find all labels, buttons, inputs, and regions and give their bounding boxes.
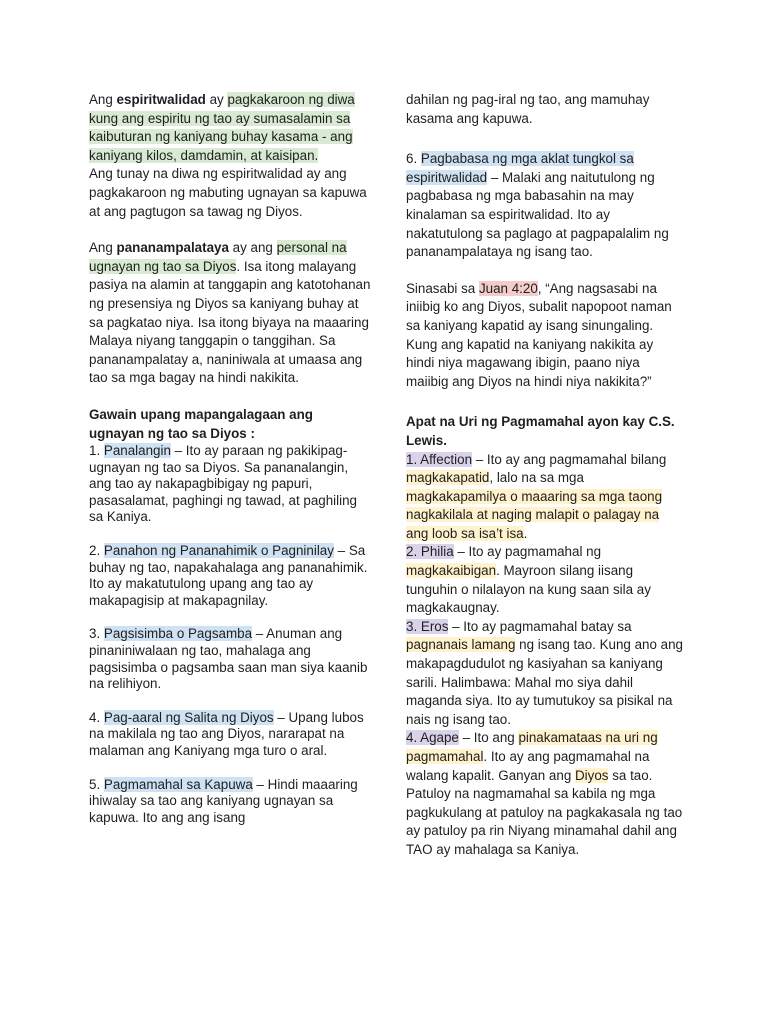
- item-number: 3.: [89, 626, 104, 642]
- text-highlight: pagnanais lamang: [406, 637, 516, 653]
- list-item-3: [89, 626, 371, 692]
- love-affection: [406, 451, 684, 544]
- love-label-highlight: 1. Affection: [406, 451, 473, 467]
- text-run: ng isang tao. Kung ano ang makapagdudulot ng kasiyahan sa kaniyang sarili. Halimbawa: Mahal mo siya dahil maganda siya. Ito ay tumutukoy sa pisikal na nais ng isang tao.: [406, 637, 683, 727]
- text-run: Ang: [89, 92, 117, 107]
- item-number: 4.: [89, 709, 104, 725]
- list-item-1: [89, 443, 371, 526]
- item-term-highlight: Pagsisimba o Pagsamba: [103, 626, 253, 642]
- item-term-highlight: Pag-aaral ng Salita ng Diyos: [103, 709, 274, 725]
- text-run: . Ito ay ang pagmamahal na walang kapalit. Ganyan ang: [406, 749, 650, 783]
- love-agape: [406, 729, 684, 859]
- definition-highlight: pagkakaroon ng diwa kung ang espiritu ng tao ay sumasalamin sa kaibuturan ng kaniyang buhay kasama - ang kaniyang kilos, damdamin, at kaisipan.: [89, 92, 355, 163]
- continuation-paragraph: dahilan ng pag-iral ng tao, ang mamuhay kasama ang kapuwa.: [406, 92, 650, 126]
- text-run: , lalo na sa mga: [489, 470, 584, 486]
- term-espiritwalidad: espiritwalidad: [116, 92, 206, 107]
- gawain-heading: [89, 406, 371, 443]
- item-description: – Anuman ang pinaniniwalaan ng tao, mahalaga ang pagsisimba o pagsamba saan man siya kaanib na relihiyon.: [89, 626, 368, 692]
- text-run: Ang: [89, 240, 117, 256]
- love-philia: [406, 543, 684, 617]
- text-run: Ang tunay na diwa ng espiritwalidad ay ang pagkakaroon ng mabuting ugnayan sa kapuwa at ang pagtugon sa tawag ng Diyos.: [89, 166, 367, 219]
- pananampalataya-paragraph: [89, 239, 371, 388]
- item-term-highlight: Pagbabasa ng mga aklat tungkol sa espiritwalidad: [406, 151, 634, 185]
- item-description: – Upang lubos na makilala ng tao ang Diyos, nararapat na malaman ang Kaniyang mga turo o aral.: [89, 709, 364, 758]
- love-label-highlight: 4. Agape: [406, 730, 459, 746]
- text-run: . Isa itong malayang pasiya na alamin at tanggapin ang katotohanan ng presensiya ng Diyos sa kaniyang buhay at sa pagkatao niya. Isa itong biyaya na maaaring Malaya niyang tanggapin o tanggihan. Sa pananampalatay a, naniniwala at umaasa ang tao sa mga bagay na hindi nakikita.: [89, 258, 371, 386]
- item-description: – Ito ay paraan ng pakikipag-ugnayan ng tao sa Diyos. Sa pananalangin, ang tao ay nakapagbibigay ng papuri, pasasalamat, paghingi ng tawad, at paghiling sa Kaniya.: [89, 443, 358, 525]
- item-term-highlight: Pagmamahal sa Kapuwa: [103, 776, 253, 792]
- item-number: 2.: [89, 543, 104, 559]
- item-term-highlight: Panalangin: [103, 443, 171, 459]
- text-highlight: magkakapamilya o maaaring sa mga taong nagkakilala at naging malapit o palagay na ang loob sa isa’t isa: [406, 488, 663, 541]
- love-label-highlight: 3. Eros: [406, 618, 449, 634]
- text-highlight: Diyos: [575, 767, 609, 783]
- item-description: – Malaki ang naitutulong ng pagbabasa ng mga babasahin na may kinalaman sa espiritwalidad. Ito ay nakatutulong sa paglago at pagpapalalim ng pananampalataya ng isang tao.: [406, 169, 669, 260]
- heading-text: Gawain upang mapangalagaan ang ugnayan ng tao sa Diyos :: [89, 406, 313, 441]
- text-run: . Mayroon silang iisang tunguhin o nilalayon na kung saan sila ay magkakaugnay.: [406, 563, 651, 616]
- right-column: [406, 91, 684, 860]
- text-run: .: [523, 525, 528, 541]
- love-label-highlight: 2. Philia: [406, 544, 454, 560]
- item-number: 5.: [89, 776, 104, 792]
- list-item-6: [406, 150, 684, 262]
- item-number: 6.: [406, 151, 421, 167]
- text-run: ay ang: [228, 240, 277, 256]
- text-highlight: magkakaibigan: [406, 563, 497, 579]
- text-run: – Ito ay ang pagmamahal bilang: [472, 451, 667, 467]
- text-highlight: pinakamataas na uri ng pagmamahal: [406, 730, 658, 764]
- espiritwalidad-paragraph: [89, 91, 371, 221]
- list-item-4: [89, 710, 371, 760]
- bible-reference-highlight: Juan 4:20: [478, 280, 538, 296]
- item-description: – Hindi maaaring ihiwalay sa tao ang kaniyang ugnayan sa kapuwa. Ito ang ang isang: [89, 776, 358, 825]
- heading-text: Apat na Uri ng Pagmamahal ayon kay C.S. Lewis.: [406, 414, 675, 448]
- text-run: sa tao. Patuloy na nagmamahal sa kabila ng mga pagkukulang at patuloy na pagkakasala ng tao ay patuloy pa rin Niyang minamahal dahil ang TAO ay mahalaga sa Kaniya.: [406, 767, 683, 857]
- left-column: [89, 91, 371, 826]
- term-pananampalataya: pananampalataya: [116, 240, 229, 256]
- text-run: ay: [205, 92, 228, 107]
- text-run: – Ito ang: [458, 730, 519, 746]
- text-run: Sinasabi sa: [406, 280, 479, 296]
- item-number: 1.: [89, 443, 104, 459]
- item-description: – Sa buhay ng tao, napakahalaga ang pananahimik. Ito ay makatutulong upang ang tao ay makapagisip at makapagnilay.: [89, 543, 368, 608]
- item-term-highlight: Panahon ng Pananahimik o Pagninilay: [103, 543, 334, 559]
- list-item-2: [89, 543, 371, 609]
- juan-quote-paragraph: [406, 280, 684, 392]
- love-eros: [406, 618, 684, 730]
- love-types-heading: [406, 413, 684, 450]
- definition-highlight: personal na ugnayan ng tao sa Diyos: [89, 240, 347, 274]
- text-highlight: magkakapatid: [406, 470, 490, 486]
- quote-text: , “Ang nagsasabi na iniibig ko ang Diyos, subalit napopoot naman sa kaniyang kapatid ay isang sinungaling. Kung ang kapatid na kaniyang nakikita ay hindi niya magawang ibigin, paano niya maiibig ang Diyos na hindi niya nakikita?”: [406, 280, 672, 389]
- list-item-5: [89, 777, 371, 827]
- text-run: – Ito ay pagmamahal ng: [453, 544, 602, 560]
- text-run: – Ito ay pagmamahal batay sa: [448, 618, 632, 634]
